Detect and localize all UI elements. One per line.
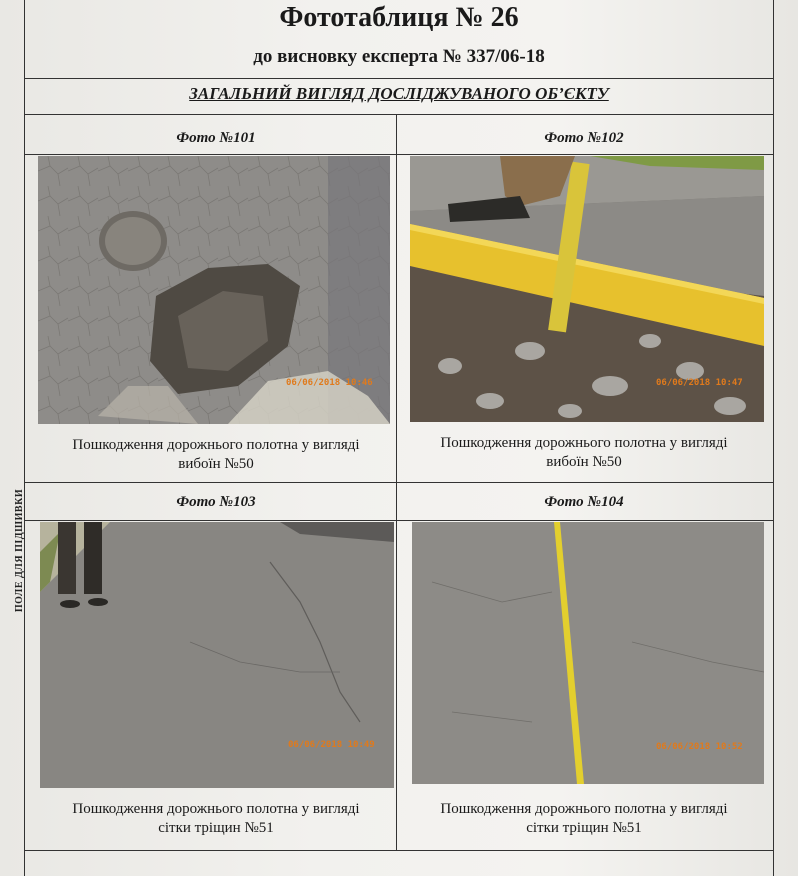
photo-caption-104: Пошкодження дорожнього полотна у вигляді сітки тріщин №51 [440,801,728,836]
photo-caption-103: Пошкодження дорожнього полотна у вигляді сітки тріщин №51 [72,801,360,836]
divider [24,520,774,521]
photo-timestamp: 06/06/2018 10:49 [288,740,375,750]
photo-caption-102: Пошкодження дорожнього полотна у вигляді вибоїн №50 [440,435,728,470]
photo-label-102: Фото №102 [544,130,624,146]
photo-label-101: Фото №101 [176,130,256,146]
binding-margin-label: ПОЛЕ ДЛЯ ПІДШИВКИ [14,488,26,612]
photo-label-104: Фото №104 [544,494,624,510]
photo-101 [38,156,390,424]
page-subtitle: до висновку експерта № 337/06-18 [253,46,545,67]
photo-102 [410,156,764,422]
photo-103 [40,522,394,788]
photo-label-103: Фото №103 [176,494,256,510]
section-title: ЗАГАЛЬНИЙ ВИГЛЯД ДОСЛІДЖУВАНОГО ОБ’ЄКТУ [189,84,609,103]
divider [24,114,774,115]
photo-timestamp: 06/06/2018 10:47 [656,378,743,388]
photo-timestamp: 06/06/2018 10:52 [656,742,743,752]
photo-104 [412,522,764,784]
page-title: Фототаблиця № 26 [279,2,519,33]
column-divider [396,114,397,850]
divider [24,482,774,483]
divider [24,78,774,79]
photo-timestamp: 06/06/2018 10:46 [286,378,373,388]
divider [24,154,774,155]
divider [24,850,774,851]
photo-caption-101: Пошкодження дорожнього полотна у вигляді вибоїн №50 [72,437,360,472]
